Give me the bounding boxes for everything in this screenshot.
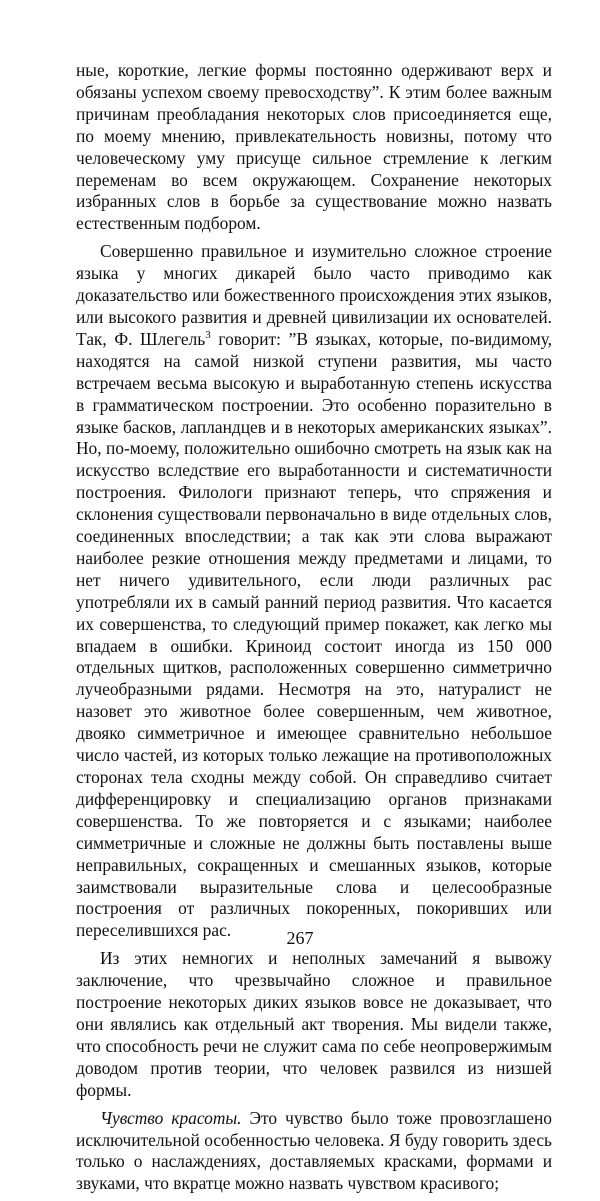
- page-number: 267: [286, 928, 314, 948]
- paragraph-1: ные, короткие, легкие формы постоянно одерживают верх и обязаны успехом своему превосходству”. К этим более важным причинам преобладания некоторых слов присоединяется еще, по моему мнению, привлекательность новизны, потому что человеческому уму присуще сильное стремление к легким переменам во всем окружающем. Сохранение некоторых избранных слов в борьбе за существование можно назвать естественным подбором.: [76, 60, 552, 234]
- paragraph-4-text: Это чувство было тоже провозглашено исключительной особенностью человека. Я буду говорить здесь только о наслаждениях, доставляемых красками, формами и звуками, что вкратце можно назвать чувством красивого;: [76, 1107, 552, 1194]
- paragraph-2: [76, 241, 552, 942]
- paragraph-2-text-b: говорит: ”В языках, которые, по-видимому, находятся на самой низкой ступени развития, мы часто встречаем весьма высокую и выработанную степень искусства в грамматическом построении. Это особенно поразительно в языке басков, лапландцев и в некоторых американских языках”. Но, по-моему, положительно ошибочно смотреть на язык как на искусство вследствие его выработанности и систематичности построения. Филологи признают теперь, что спряжения и склонения существовали первоначально в виде отдельных слов, соединенных впоследствии; а так как эти слова выражают наиболее резкие отношения между предметами и лицами, то нет ничего удивительного, если люди различных рас употребляли их в самый ранний период развития. Что касается их совершенства, то следующий пример покажет, как легко мы впадаем в ошибки. Криноид состоит иногда из 150 000 отдельных щитков, расположенных совершенно симметрично лучеобразными рядами. Несмотря на это, натуралист не назовет это животное более совершенным, чем животное, двояко симметричное и имеющее сравнительно небольшое число частей, из которых только лежащие на противоположных сторонах тела сходны между собой. Он справедливо считает дифференцировку и специализацию органов признаками совершенства. То же повторяется и с языками; наиболее симметричные и сложные не должны быть поставлены выше неправильных, сокращенных и смешанных языков, которые заимствовали выразительные слова и целесообразные построения от различных покоренных, покоривших или переселившихся рас.: [76, 328, 552, 941]
- paragraph-3: Из этих немногих и неполных замечаний я вывожу заключение, что чрезвычайно сложное и правильное построение некоторых диких языков вовсе не доказывает, что они являлись как отдельный акт творения. Мы видели также, что способность речи не служит сама по себе неопровержимым доводом против теории, что человек развился из низшей формы.: [76, 948, 552, 1100]
- paragraph-2-text-a: Совершенно правильное и изумительно сложное строение языка у многих дикарей было часто приводимо как доказательство или божественного происхождения этих языков, или высокого развития и древней цивилизации их основателей. Так, Ф. Шлегель: [76, 241, 552, 349]
- footnote-marker: 3: [205, 329, 211, 342]
- section-lead-title: Чувство красоты.: [100, 1107, 242, 1128]
- page-body: [76, 60, 552, 1201]
- paragraph-4: [76, 1108, 552, 1196]
